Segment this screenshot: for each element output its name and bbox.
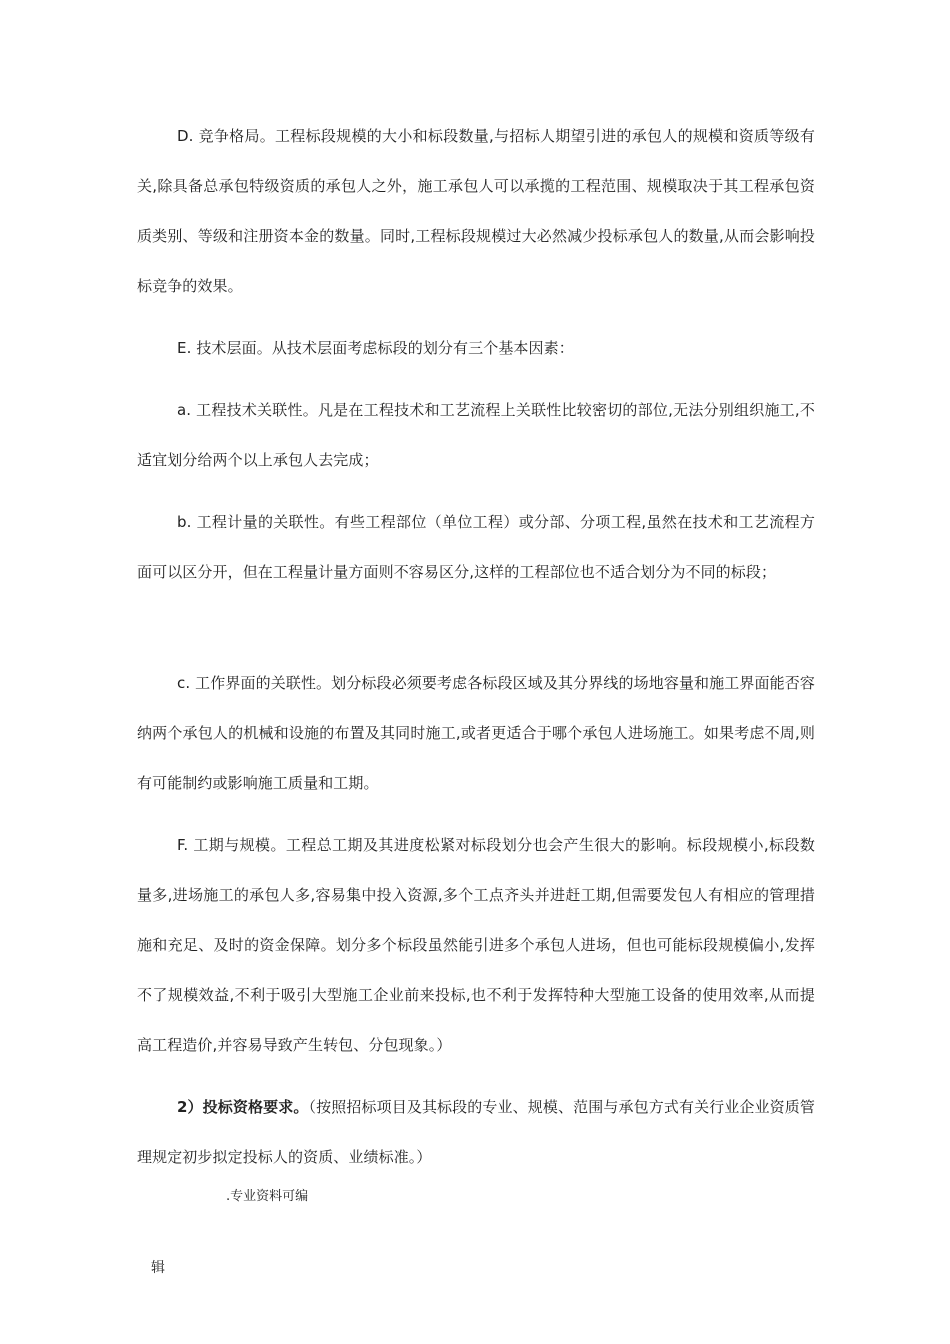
- paragraph-c-text: c. 工作界面的关联性。划分标段必须要考虑各标段区域及其分界线的场地容量和施工界面能否容纳两个承包人的机械和设施的布置及其同时施工,或者更适合于哪个承包人进场施工。如果考虑不周,则有可能制约或影响施工质量和工期。: [137, 674, 815, 792]
- paragraph-f-schedule-scale: [137, 820, 815, 1070]
- section-2-text: （按照招标项目及其标段的专业、规模、范围与承包方式有关行业企业资质管理规定初步拟定投标人的资质、业绩标准。）: [137, 1098, 815, 1166]
- paragraph-e-text: E. 技术层面。从技术层面考虑标段的划分有三个基本因素：: [177, 339, 574, 357]
- paragraph-a-text: a. 工程技术关联性。凡是在工程技术和工艺流程上关联性比较密切的部位,无法分别组织施工,不适宜划分给两个以上承包人去完成；: [137, 401, 815, 469]
- paragraph-a-tech-relation: [137, 385, 815, 485]
- paragraph-f-text: F. 工期与规模。工程总工期及其进度松紧对标段划分也会产生很大的影响。标段规模小,标段数量多,进场施工的承包人多,容易集中投入资源,多个工点齐头并进赶工期,但需要发包人有相应的管理措施和充足、及时的资金保障。划分多个标段虽然能引进多个承包人进场，但也可能标段规模偏小,发挥不了规模效益,不利于吸引大型施工企业前来投标,也不利于发挥特种大型施工设备的使用效率,从而提高工程造价,并容易导致产生转包、分包现象。）: [137, 836, 815, 1054]
- footer-note: .专业资料可编: [226, 1189, 309, 1204]
- paragraph-d-text: D. 竞争格局。工程标段规模的大小和标段数量,与招标人期望引进的承包人的规模和资质等级有关,除具备总承包特级资质的承包人之外，施工承包人可以承揽的工程范围、规模取决于其工程承包资质类别、等级和注册资本金的数量。同时,工程标段规模过大必然减少投标承包人的数量,从而会影响投标竞争的效果。: [137, 127, 815, 295]
- footer-continued-char: 辑: [151, 1260, 165, 1276]
- paragraph-d-competition: [137, 111, 815, 311]
- section-2-heading: 2）投标资格要求。: [177, 1098, 309, 1116]
- paragraph-b-measurement-relation: [137, 497, 815, 597]
- section-2-qualification: [137, 1082, 815, 1182]
- paragraph-e-technical: [137, 323, 815, 373]
- paragraph-b-text: b. 工程计量的关联性。有些工程部位（单位工程）或分部、分项工程,虽然在技术和工艺流程方面可以区分开，但在工程量计量方面则不容易区分,这样的工程部位也不适合划分为不同的标段；: [137, 513, 815, 581]
- paragraph-c-interface-relation: [137, 658, 815, 808]
